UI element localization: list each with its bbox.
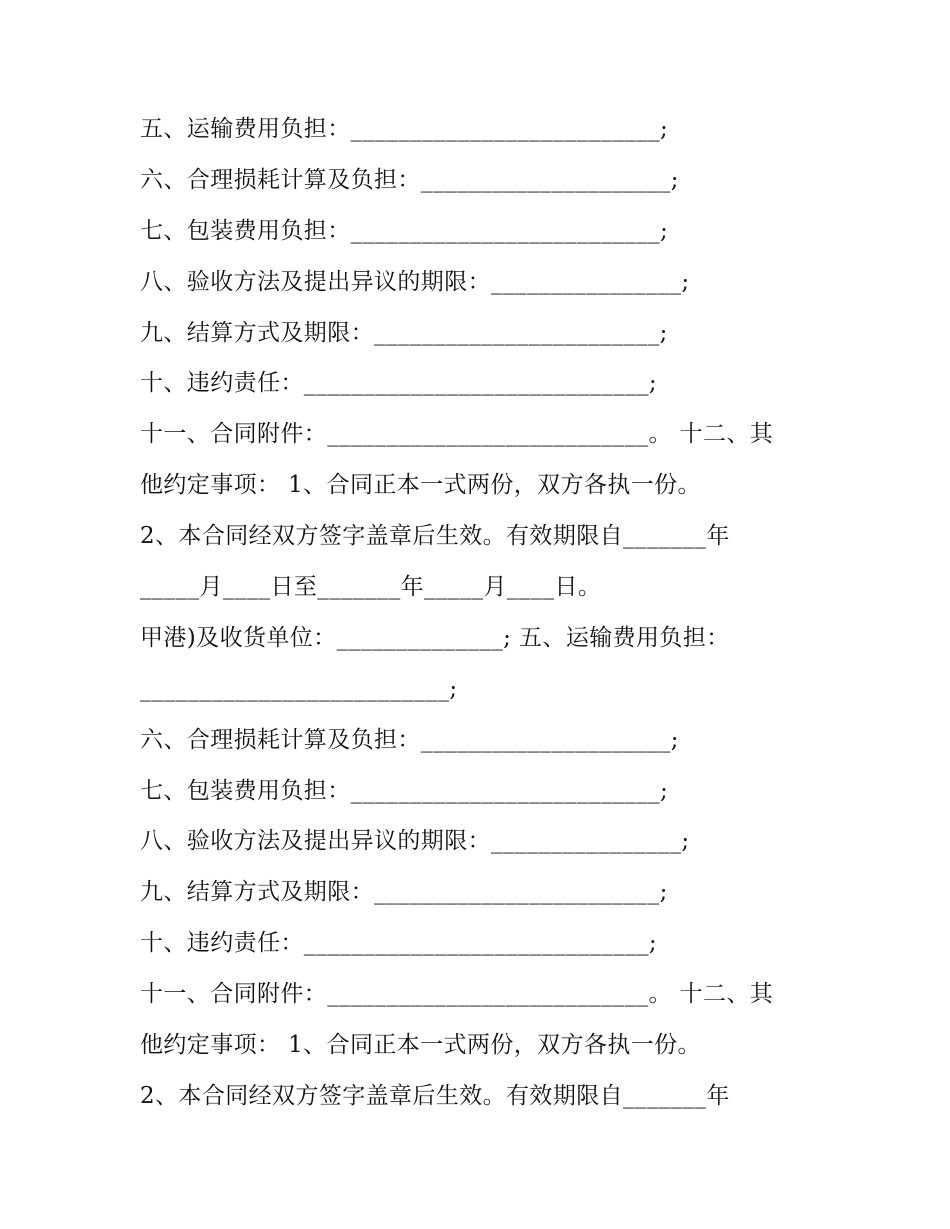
clause-attachments-repeat: 十一、合同附件：___________________________。 十二、其 <box>140 981 774 1008</box>
contract-text <box>140 104 820 1122</box>
clause-inspection-method: 八、验收方法及提出异议的期限：________________; <box>140 268 690 295</box>
clause-consignee: 甲港)及收货单位：______________; 五、运输费用负担： <box>140 624 730 651</box>
clause-validity-start: 2、本合同经双方签字盖章后生效。有效期限自_______年 <box>140 523 730 550</box>
clause-transport-cost: 五、运输费用负担：__________________________; <box>140 116 669 142</box>
clause-validity-period: _____月____日至_______年_____月____日。 <box>140 574 602 601</box>
clause-other-matters-repeat: 他约定事项： 1、合同正本一式两份，双方各执一份。 <box>140 1032 701 1059</box>
clause-transport-cost-blank: __________________________; <box>140 675 458 702</box>
clause-packaging-cost-repeat: 七、包装费用负担：__________________________; <box>140 777 669 804</box>
clause-other-matters: 他约定事项： 1、合同正本一式两份，双方各执一份。 <box>140 472 701 499</box>
clause-packaging-cost: 七、包装费用负担：__________________________; <box>140 217 669 244</box>
clause-attachments: 十一、合同附件：___________________________。 十二、其 <box>140 421 774 448</box>
clause-loss-calculation: 六、合理损耗计算及负担：_____________________; <box>140 166 679 193</box>
clause-breach-liability-repeat: 十、违约责任：_____________________________; <box>140 930 658 957</box>
clause-validity-start-repeat: 2、本合同经双方签字盖章后生效。有效期限自_______年 <box>140 1082 730 1109</box>
clause-loss-calculation-repeat: 六、合理损耗计算及负担：_____________________; <box>140 726 679 753</box>
clause-settlement-method-repeat: 九、结算方式及期限：________________________; <box>140 879 668 906</box>
clause-inspection-method-repeat: 八、验收方法及提出异议的期限：________________; <box>140 828 690 855</box>
clause-settlement-method: 九、结算方式及期限：________________________; <box>140 319 668 346</box>
clause-breach-liability: 十、违约责任：_____________________________; <box>140 370 658 397</box>
